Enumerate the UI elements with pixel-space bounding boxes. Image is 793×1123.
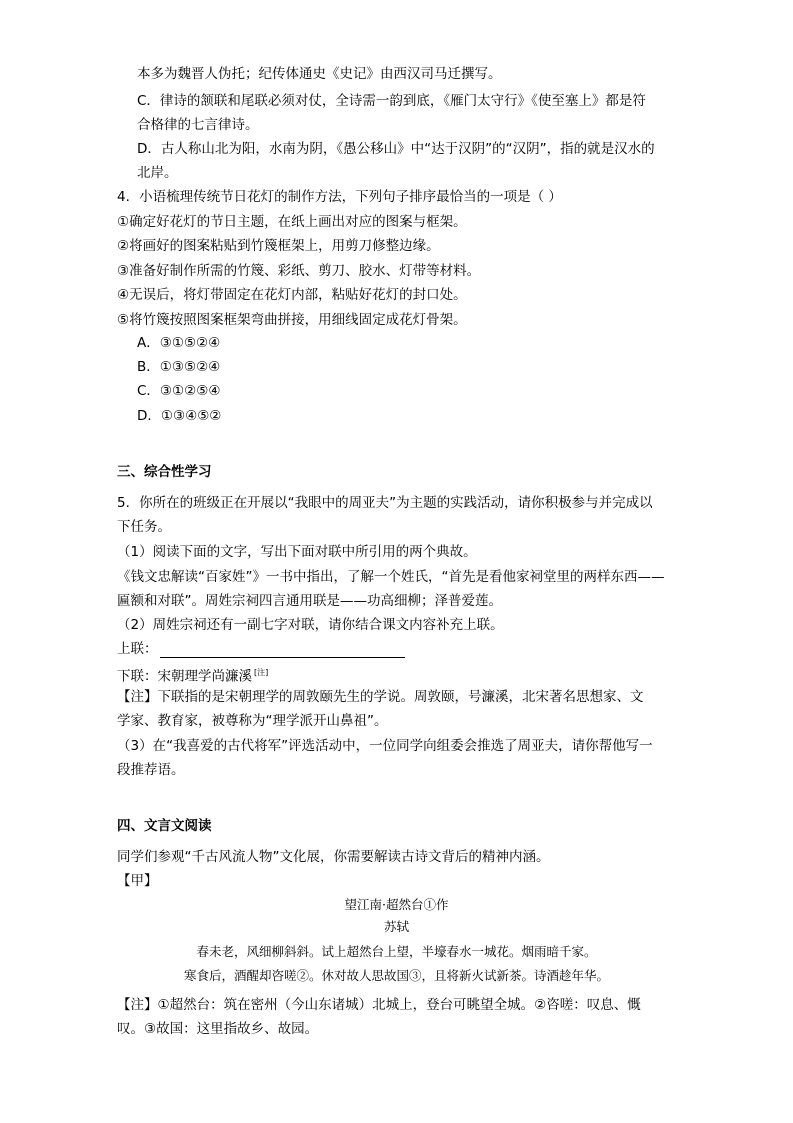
q5-sub1: （1）阅读下面的文字，写出下面对联中所引用的两个典故。 xyxy=(117,544,477,560)
q5-sub3-line1: （3）在“我喜爱的古代将军”评选活动中，一位同学向组委会推选了周亚夫，请你帮他写一 xyxy=(117,738,653,754)
section4-title: 四、文言文阅读 xyxy=(117,818,212,834)
poem-line1: 春未老，风细柳斜斜。试上超然台上望，半壕春水一城花。烟雨暗千家。 xyxy=(196,944,597,959)
note-marker: [注] xyxy=(254,668,269,677)
q4-step: ①确定好花灯的节日主题，在纸上画出对应的图案与框架。 xyxy=(117,214,467,230)
q4-option-c: C．③①②⑤④ xyxy=(137,383,221,399)
poem-line2: 寒食后，酒醒却咨嗟②。休对故人思故国③，且将新火试新茶。诗酒趁年华。 xyxy=(183,968,609,983)
q3-option-d-line1: D．古人称山北为阳，水南为阴，《愚公移山》中“达于汉阴”的“汉阴”，指的就是汉水的 xyxy=(137,141,655,157)
q3-option-c-line1: C．律诗的颔联和尾联必须对仗，全诗需一韵到底，《雁门太守行》《使至塞上》都是符 xyxy=(137,93,646,109)
poem-author: 苏轼 xyxy=(383,919,409,934)
q3-option-b-continuation: 本多为魏晋人伪托；纪传体通史《史记》由西汉司马迁撰写。 xyxy=(137,66,502,82)
q3-option-d-line2: 北岸。 xyxy=(137,165,178,181)
text-jia-label: 【甲】 xyxy=(117,873,158,889)
q4-option-a: A．③①⑤②④ xyxy=(137,335,221,351)
q4-step: ④无误后，将灯带固定在花灯内部，粘贴好花灯的封口处。 xyxy=(117,287,467,303)
lower-couplet-label: 下联：宋朝理学尚濂溪 xyxy=(117,668,252,685)
quote-line1: 《钱文忠解读“百家姓”》一书中指出，了解一个姓氏，“首先是看他家祠堂里的两样东西—— xyxy=(117,569,665,585)
upper-couplet-line xyxy=(117,640,405,658)
quote-line2: 匾额和对联”。周姓宗祠四言通用联是——功高细柳；泽普爱莲。 xyxy=(117,593,502,609)
note-line2: 学家、教育家，被尊称为“理学派开山鼻祖”。 xyxy=(117,713,388,729)
q4-step: ③准备好制作所需的竹篾、彩纸、剪刀、胶水、灯带等材料。 xyxy=(117,263,481,279)
upper-couplet-label: 上联： xyxy=(117,641,158,657)
q5-stem-line2: 下任务。 xyxy=(117,519,171,535)
poem-title: 望江南·超然台①作 xyxy=(344,897,449,912)
q4-option-d: D．①③④⑤② xyxy=(137,408,222,424)
q5-stem-line1: 5．你所在的班级正在开展以“我眼中的周亚夫”为主题的实践活动，请你积极参与并完成以 xyxy=(117,495,653,511)
q4-step: ②将画好的图案粘贴到竹篾框架上，用剪刀修整边缘。 xyxy=(117,238,440,254)
section4-intro: 同学们参观“千古风流人物”文化展，你需要解读古诗文背后的精神内涵。 xyxy=(117,849,550,865)
q4-option-b: B．①③⑤②④ xyxy=(137,359,221,375)
lower-couplet-line xyxy=(117,664,268,686)
upper-couplet-blank[interactable] xyxy=(160,643,405,658)
poem-note-line1: 【注】①超然台：筑在密州（今山东诸城）北城上，登台可眺望全城。②咨嗟：叹息、慨 xyxy=(117,997,641,1013)
q3-option-c-line2: 合格律的七言律诗。 xyxy=(137,117,259,133)
q4-stem: 4．小语梳理传统节日花灯的制作方法，下列句子排序最恰当的一项是（ ） xyxy=(117,189,562,205)
q5-sub3-line2: 段推荐语。 xyxy=(117,762,185,778)
poem-note-line2: 叹。③故国：这里指故乡、故园。 xyxy=(117,1021,319,1037)
q4-step: ⑤将竹篾按照图案框架弯曲拼接，用细线固定成花灯骨架。 xyxy=(117,312,467,328)
q5-sub2: （2）周姓宗祠还有一副七字对联，请你结合课文内容补充上联。 xyxy=(117,617,504,633)
section3-title: 三、综合性学习 xyxy=(117,464,212,480)
note-line1: 【注】下联指的是宋朝理学的周敦颐先生的学说。周敦颐，号濂溪，北宋著名思想家、文 xyxy=(117,689,644,705)
